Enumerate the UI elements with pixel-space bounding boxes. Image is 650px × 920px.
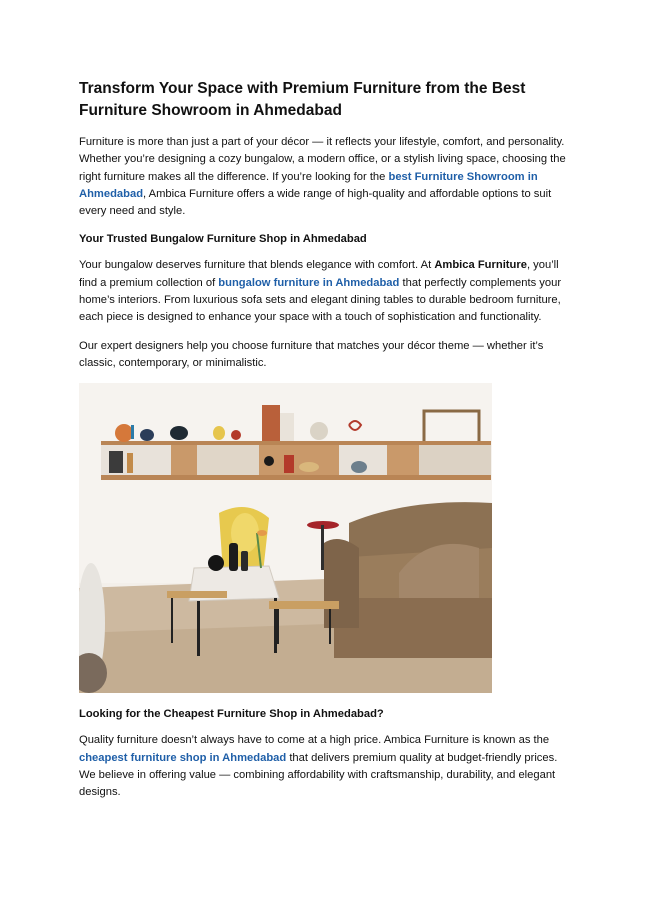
- section-heading-bungalow: Your Trusted Bungalow Furniture Shop in Ahmedabad: [79, 233, 367, 246]
- bungalow-furniture-link[interactable]: bungalow furniture in Ahmedabad: [218, 276, 400, 289]
- article: [79, 78, 571, 812]
- intro-text-end: , Ambica Furniture offers a wide range of high-quality and affordable options to suit every need and style.: [79, 187, 552, 218]
- bungalow-paragraph: [79, 257, 571, 326]
- brand-name: Ambica Furniture: [434, 259, 527, 272]
- cheapest-text: Quality furniture doesn’t always have to come at a high price. Ambica Furniture is known as the: [79, 734, 550, 747]
- best-showroom-link[interactable]: best Furniture Showroom in Ahmedabad: [79, 170, 538, 200]
- intro-paragraph: [79, 134, 571, 220]
- bungalow-text-end: that perfectly complements your home’s interiors. From luxurious sofa sets and elegant dining tables to durable bedroom furniture, each piece is designed to enhance your space with a touch of sophistication and functionality.: [79, 276, 562, 324]
- bungalow-text: Your bungalow deserves furniture that blends elegance with comfort. At: [79, 259, 435, 272]
- cheapest-paragraph: [79, 732, 571, 801]
- designers-paragraph: Our expert designers help you choose furniture that matches your décor theme — whether it’s classic, contemporary, or minimalistic.: [79, 339, 544, 369]
- cheapest-shop-link[interactable]: cheapest furniture shop in Ahmedabad: [79, 751, 287, 764]
- cheapest-text-end: that delivers premium quality at budget-friendly prices. We believe in offering value — combining affordability with craftsmanship, durability, and elegant designs.: [79, 751, 558, 799]
- living-room-photo: [79, 383, 492, 693]
- bungalow-text-mid: , you’ll find a premium collection of: [79, 259, 559, 289]
- section-heading-cheapest: Looking for the Cheapest Furniture Shop in Ahmedabad?: [79, 708, 384, 721]
- intro-text: Furniture is more than just a part of your décor — it reflects your lifestyle, comfort, and personality. Whether you’re designing a cozy bungalow, a modern office, or a stylish living space, choosing the right furniture makes all the difference. If you’re looking for the: [79, 136, 566, 183]
- living-room-illustration: [79, 383, 492, 693]
- page-title: Transform Your Space with Premium Furniture from the Best Furniture Showroom in Ahmedabad: [79, 80, 526, 119]
